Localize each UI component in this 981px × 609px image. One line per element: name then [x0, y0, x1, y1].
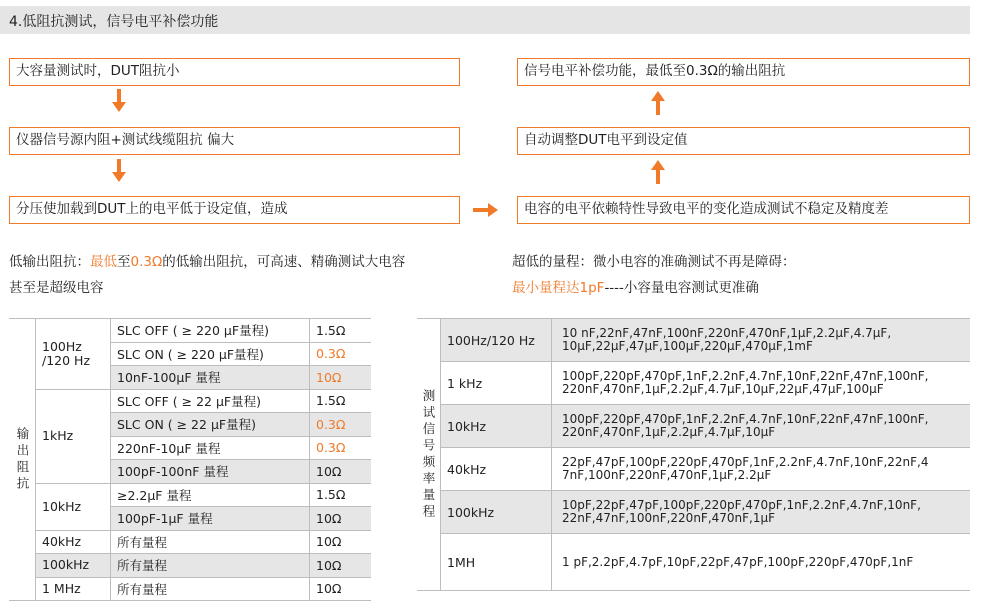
- table-row: [417, 448, 970, 491]
- range-cell: 所有量程: [111, 577, 310, 601]
- value-cell: 10Ω: [310, 460, 372, 484]
- table-row: [417, 319, 970, 362]
- freq-cell: 40kHz: [36, 530, 111, 554]
- row-header-cell: 测试信号频率量程: [417, 319, 441, 591]
- arrow-down-icon: [109, 89, 129, 113]
- ranges-cell: 1 pF,2.2pF,4.7pF,10pF,22pF,47pF,100pF,220pF,470pF,1nF: [552, 534, 971, 591]
- low-impedance-text: [9, 249, 405, 301]
- freq-cell: 100Hz /120 Hz: [36, 319, 111, 390]
- highlight-impedance: 0.3Ω: [130, 254, 163, 270]
- value-cell: 1.5Ω: [310, 483, 372, 507]
- highlight-lowest: 最低: [90, 254, 117, 270]
- table-row: [9, 530, 371, 554]
- flow-right-box-2: 自动调整DUT电平到设定值: [517, 127, 970, 155]
- text-mid: 至: [117, 254, 131, 270]
- value-cell: 0.3Ω: [310, 436, 372, 460]
- arrow-up-icon: [648, 160, 668, 184]
- value-cell: 0.3Ω: [310, 342, 372, 366]
- range-cell: 所有量程: [111, 530, 310, 554]
- ranges-cell: 100pF,220pF,470pF,1nF,2.2nF,4.7nF,10nF,22nF,47nF,100nF, 220nF,470nF,1μF,2.2μF,4.7μF,10μF: [552, 405, 971, 448]
- range-cell: 220nF-10μF 量程: [111, 436, 310, 460]
- range-cell: SLC OFF ( ≥ 22 μF量程): [111, 389, 310, 413]
- range-cell: 10nF-100μF 量程: [111, 366, 310, 390]
- flow-right-box-1: 信号电平补偿功能，最低至0.3Ω的输出阻抗: [517, 58, 970, 86]
- table-row: [417, 362, 970, 405]
- section-title: 4.低阻抗测试，信号电平补偿功能: [9, 14, 219, 30]
- freq-cell: 100Hz/120 Hz: [441, 319, 552, 362]
- freq-cell: 1kHz: [36, 389, 111, 483]
- arrow-up-icon: [648, 91, 668, 115]
- text-rest: 的低输出阻抗，可高速、精确测试大电容: [162, 254, 406, 270]
- range-cell: SLC ON ( ≥ 220 μF量程): [111, 342, 310, 366]
- table-row: [9, 389, 371, 413]
- freq-cell: 1 MHz: [36, 577, 111, 601]
- value-cell: 0.3Ω: [310, 413, 372, 437]
- output-impedance-table: [9, 318, 371, 601]
- frequency-range-table: [417, 318, 970, 591]
- flow-left-box-3: 分压使加载到DUT上的电平低于设定值，造成: [9, 196, 460, 224]
- ranges-cell: 10 nF,22nF,47nF,100nF,220nF,470nF,1μF,2.2μF,4.7μF, 10μF,22μF,47μF,100μF,220μF,470μF,1mF: [552, 319, 971, 362]
- text-line2: 甚至是超级电容: [9, 280, 104, 296]
- range-cell: ≥2.2μF 量程: [111, 483, 310, 507]
- range-cell: 100pF-100nF 量程: [111, 460, 310, 484]
- freq-cell: 100kHz: [36, 554, 111, 578]
- row-header-cell: 输出阻抗: [9, 319, 36, 601]
- value-cell: 10Ω: [310, 554, 372, 578]
- ranges-cell: 100pF,220pF,470pF,1nF,2.2nF,4.7nF,10nF,22nF,47nF,100nF, 220nF,470nF,1μF,2.2μF,4.7μF,10μF,22μF,47μF,100μF: [552, 362, 971, 405]
- text-rest: ----小容量电容测试更准确: [604, 280, 759, 296]
- ranges-cell: 10pF,22pF,47pF,100pF,220pF,470pF,1nF,2.2nF,4.7nF,10nF, 22nF,47nF,100nF,220nF,470nF,1μF: [552, 491, 971, 534]
- range-cell: 所有量程: [111, 554, 310, 578]
- highlight-min-range: 最小量程达1pF: [512, 280, 605, 296]
- range-cell: 100pF-1μF 量程: [111, 507, 310, 531]
- table-row: [417, 405, 970, 448]
- ranges-cell: 22pF,47pF,100pF,220pF,470pF,1nF,2.2nF,4.7nF,10nF,22nF,4 7nF,100nF,220nF,470nF,1μF,2.2μF: [552, 448, 971, 491]
- value-cell: 10Ω: [310, 530, 372, 554]
- table-row: [9, 483, 371, 507]
- flow-right-box-3: 电容的电平依赖特性导致电平的变化造成测试不稳定及精度差: [517, 196, 970, 224]
- flow-left-box-2: 仪器信号源内阻+测试线缆阻抗 偏大: [9, 127, 460, 155]
- section-header: [0, 6, 970, 34]
- freq-cell: 1 kHz: [441, 362, 552, 405]
- freq-cell: 10kHz: [36, 483, 111, 530]
- text-prefix: 低输出阻抗：: [9, 254, 90, 270]
- table-row: [417, 534, 970, 591]
- table-row: [9, 554, 371, 578]
- arrow-down-icon: [109, 159, 129, 183]
- value-cell: 10Ω: [310, 507, 372, 531]
- freq-cell: 100kHz: [441, 491, 552, 534]
- low-range-text: [512, 249, 796, 301]
- freq-cell: 10kHz: [441, 405, 552, 448]
- range-cell: SLC ON ( ≥ 22 μF量程): [111, 413, 310, 437]
- value-cell: 1.5Ω: [310, 319, 372, 343]
- flow-left-box-1: 大容量测试时，DUT阻抗小: [9, 58, 460, 86]
- table-row: [9, 319, 371, 343]
- value-cell: 10Ω: [310, 366, 372, 390]
- arrow-right-icon: [473, 203, 499, 217]
- range-cell: SLC OFF ( ≥ 220 μF量程): [111, 319, 310, 343]
- text-line1: 超低的量程：微小电容的准确测试不再是障碍：: [512, 254, 796, 270]
- freq-cell: 40kHz: [441, 448, 552, 491]
- table-row: [417, 491, 970, 534]
- freq-cell: 1MH: [441, 534, 552, 591]
- value-cell: 10Ω: [310, 577, 372, 601]
- table-row: [9, 577, 371, 601]
- value-cell: 1.5Ω: [310, 389, 372, 413]
